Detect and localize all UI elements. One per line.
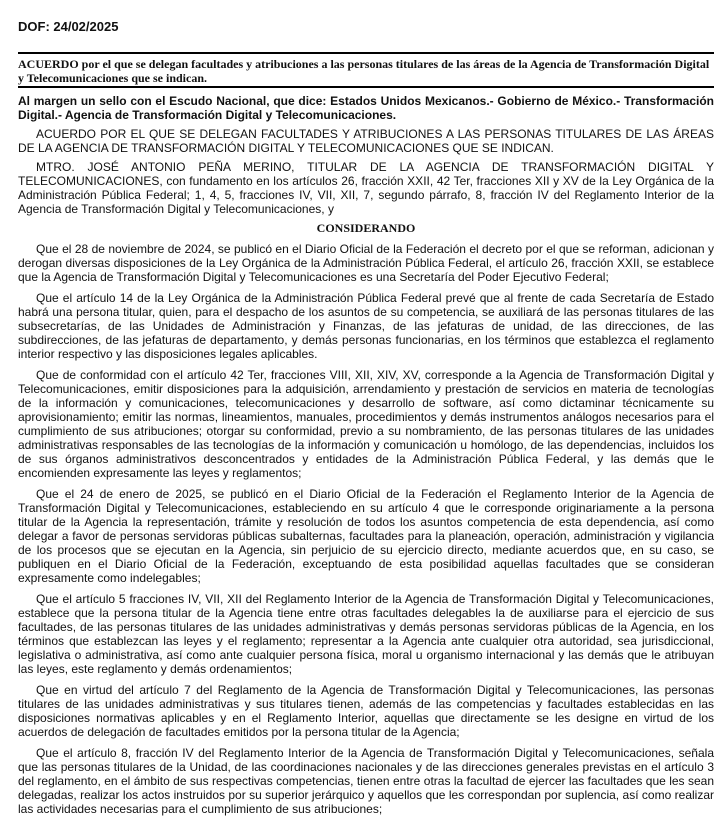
- document-title: ACUERDO por el que se delegan facultades y atribuciones a las personas titulares de las áreas de la Agencia de Transformación Digital y Telecomunicaciones que se indican.: [18, 57, 710, 85]
- document-page: [18, 0, 714, 823]
- section-heading: CONSIDERANDO: [316, 221, 416, 235]
- preamble-paragraph: MTRO. JOSÉ ANTONIO PEÑA MERINO, TITULAR DE LA AGENCIA DE TRANSFORMACIÓN DIGITAL Y TELECOMUNICACIONES, con fundamento en los artículos 26, fracción XXII, 42 Ter, fracciones XII y XV de la Ley Orgánica de la Administración Pública Federal; 1, 4, 5, fracciones IV, VII, XII, 7, segundo párrafo, 8, fracción IV del Reglamento Interior de la Agencia de Transformación Digital y Telecomunicaciones, y: [18, 160, 714, 216]
- dof-date: DOF: 24/02/2025: [18, 19, 119, 34]
- heading-caps-paragraph: ACUERDO POR EL QUE SE DELEGAN FACULTADES Y ATRIBUCIONES A LAS PERSONAS TITULARES DE LAS ÁREAS DE LA AGENCIA DE TRANSFORMACIÓN DIGITAL Y TELECOMUNICACIONES QUE SE INDICAN.: [18, 127, 714, 155]
- title-top-rule: [18, 52, 714, 54]
- considerando-paragraph: Que el artículo 8, fracción IV del Reglamento Interior de la Agencia de Transformación Digital y Telecomunicaciones, señala que las personas titulares de la Unidad, de las coordinaciones nacionales y de las direcciones generales previstas en el artículo 3 del reglamento, en el ámbito de sus respectivas competencias, tienen entre otras la facultad de ejercer las facultades que les sean delegadas, realizar los actos instruidos por su superior jerárquico y aquellos que les correspondan por suplencia, así como realizar las actividades necesarias para el cumplimiento de sus atribuciones;: [18, 746, 714, 816]
- considerando-paragraph: Que el 24 de enero de 2025, se publicó en el Diario Oficial de la Federación el Reglamento Interior de la Agencia de Transformación Digital y Telecomunicaciones, estableciendo en su artículo 4 que le corresponde originariamente a la persona titular de la Agencia la representación, trámite y resolución de todos los asuntos competencia de esta dependencia, así como delegar a favor de personas servidoras públicas subalternas, facultades para la planeación, operación, administración y vigilancia de los procesos que se ejecutan en la Agencia, sin perjuicio de su ejercicio directo, mediante acuerdos que, en su caso, se publiquen en el Diario Oficial de la Federación, exceptuando de esta posibilidad aquellas facultades que se consideran expresamente como indelegables;: [18, 487, 714, 585]
- considerando-paragraph: Que el artículo 14 de la Ley Orgánica de la Administración Pública Federal prevé que al frente de cada Secretaría de Estado habrá una persona titular, quien, para el despacho de los asuntos de su competencia, se auxiliará de las personas titulares de las subsecretarías, de las Unidades de Administración y Finanzas, de las jefaturas de unidad, de las direcciones, de las subdirecciones, de las jefaturas de departamento, y demás personas funcionarias, en los términos que establezca el reglamento interior respectivo y las disposiciones legales aplicables.: [18, 291, 714, 361]
- title-bottom-rule: [18, 86, 714, 88]
- considerando-paragraph: Que el 28 de noviembre de 2024, se publicó en el Diario Oficial de la Federación el decreto por el que se reforman, adicionan y derogan diversas disposiciones de la Ley Orgánica de la Administración Pública Federal, el artículo 26, fracción XXII, se establece que la Agencia de Transformación Digital y Telecomunicaciones es una Secretaría del Poder Ejecutivo Federal;: [18, 242, 714, 284]
- considerando-paragraph: Que de conformidad con el artículo 42 Ter, fracciones VIII, XII, XIV, XV, corresponde a la Agencia de Transformación Digital y Telecomunicaciones, emitir disposiciones para la adquisición, arrendamiento y prestación de servicios en materia de tecnologías de la información y comunicaciones, telecomunicaciones y desarrollo de software, así como dictaminar técnicamente su aprovisionamiento; emitir las normas, lineamientos, manuales, procedimientos y demás instrumentos análogos necesarios para el cumplimiento de sus atribuciones; otorgar su conformidad, previo a su nombramiento, de las personas titulares de las unidades administrativas responsables de las tecnologías de la información y comunicación u homólogo, de las dependencias, incluidos los de sus órganos administrativos desconcentrados y entidades de la Administración Pública Federal, y las demás que le encomienden expresamente las leyes y reglamentos;: [18, 368, 714, 480]
- margin-note: Al margen un sello con el Escudo Nacional, que dice: Estados Unidos Mexicanos.- Gobierno de México.- Transformación Digital.- Agencia de Transformación Digital y Telecomunicaciones.: [18, 94, 714, 122]
- considerando-paragraph: Que en virtud del artículo 7 del Reglamento de la Agencia de Transformación Digital y Telecomunicaciones, las personas titulares de las unidades administrativas y sus titulares tienen, además de las competencias y facultades establecidas en las disposiciones normativas aplicables y en el Reglamento Interior, aquellas que directamente se les designe en virtud de los acuerdos de delegación de facultades emitidos por la persona titular de la Agencia;: [18, 683, 714, 739]
- considerando-paragraph: Que el artículo 5 fracciones IV, VII, XII del Reglamento Interior de la Agencia de Transformación Digital y Telecomunicaciones, establece que la persona titular de la Agencia tiene entre otras facultades delegables la de auxiliarse para el ejercicio de sus facultades, de las personas titulares de las unidades administrativas y demás personas servidoras públicas de la Agencia, en los términos que establezcan las leyes y el reglamento; representar a la Agencia ante cualquier otra autoridad, sea jurisdiccional, legislativa o administrativa, así como ante cualquier persona física, moral u organismo internacional y las demás que le atribuyan las leyes, este reglamento y demás ordenamientos;: [18, 592, 714, 676]
